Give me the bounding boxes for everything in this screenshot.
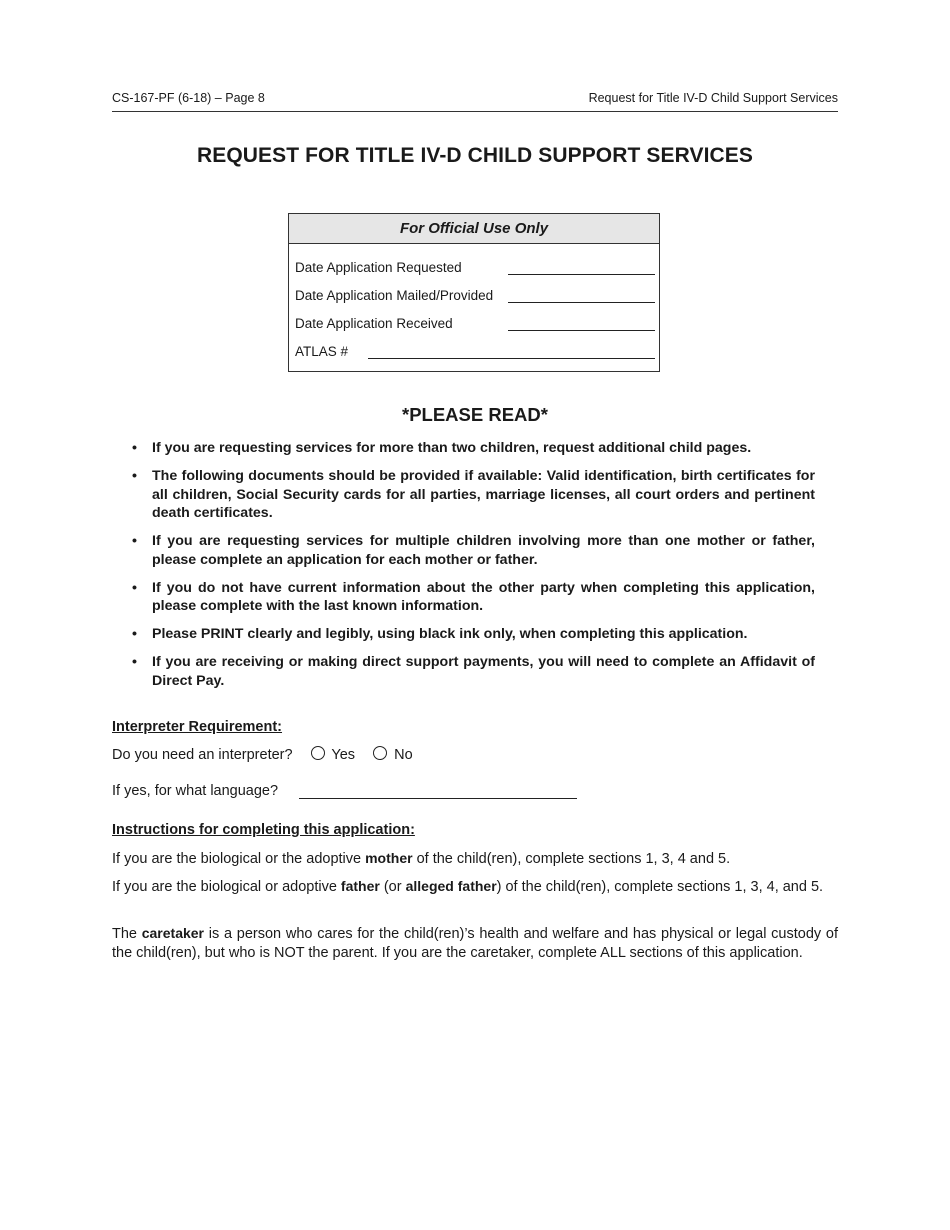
date-received-row — [295, 316, 655, 334]
yes-radio[interactable] — [311, 746, 325, 760]
official-use-box — [288, 213, 660, 372]
list-item: • If you do not have current information about the other party when completing this application, please complete with the last known information. — [132, 579, 815, 614]
date-requested-label: Date Application Requested — [295, 260, 462, 275]
list-item: • If you are receiving or making direct support payments, you will need to complete an Affidavit of Direct Pay. — [132, 654, 815, 689]
interpreter-question-row — [112, 746, 413, 763]
official-use-heading: For Official Use Only — [289, 214, 659, 244]
instructions-mother: If you are the biological or the adoptive mother of the child(ren), complete sections 1, 3, 4 and 5. — [112, 850, 731, 867]
interpreter-heading: Interpreter Requirement: — [112, 719, 283, 735]
instructions-father: If you are the biological or adoptive father (or alleged father) of the child(ren), complete sections 1, 3, 4, and 5. — [112, 878, 824, 895]
page-header — [112, 91, 838, 112]
no-radio[interactable] — [373, 746, 387, 760]
form-number: CS-167-PF (6-18) – Page 8 — [112, 91, 265, 105]
bullet-icon: • — [132, 579, 137, 596]
interpreter-question: Do you need an interpreter? — [112, 747, 293, 763]
language-field[interactable] — [299, 798, 577, 799]
yes-label: Yes — [331, 747, 356, 763]
atlas-field[interactable] — [368, 358, 655, 359]
bullet-icon: • — [132, 468, 137, 484]
date-mailed-label: Date Application Mailed/Provided — [295, 288, 494, 303]
date-mailed-field[interactable] — [508, 302, 655, 303]
header-title: Request for Title IV-D Child Support Services — [588, 91, 838, 105]
bullet-icon: • — [132, 626, 137, 642]
no-option[interactable] — [373, 746, 413, 763]
date-requested-row — [295, 260, 655, 278]
instructions-heading: Instructions for completing this application: — [112, 822, 415, 838]
bullet-icon: • — [132, 440, 137, 456]
language-label: If yes, for what language? — [112, 783, 279, 799]
list-item: • The following documents should be provided if available: Valid identification, birth certificates for all children, Social Security cards for all parties, marriage licenses, all court orders and pertinent death certificates. — [132, 468, 815, 521]
date-mailed-row — [295, 288, 655, 306]
date-requested-field[interactable] — [508, 274, 655, 275]
atlas-row — [295, 344, 655, 362]
date-received-field[interactable] — [508, 330, 655, 331]
bullet-icon: • — [132, 654, 137, 670]
no-label: No — [394, 747, 413, 763]
please-read-list — [132, 439, 815, 700]
date-received-label: Date Application Received — [295, 316, 453, 331]
list-item: • If you are requesting services for multiple children involving more than one mother or father, please complete an application for each mother or father. — [132, 533, 815, 568]
list-item: • If you are requesting services for more than two children, request additional child pages. — [132, 440, 752, 456]
instructions-caretaker: The caretaker is a person who cares for the child(ren)’s health and welfare and has physical or legal custody of the child(ren), but who is NOT the parent. If you are the caretaker, complete ALL sections of this application. — [112, 925, 838, 961]
list-item: • Please PRINT clearly and legibly, using black ink only, when completing this application. — [132, 626, 748, 642]
yes-option[interactable] — [311, 746, 355, 763]
please-read-heading: *PLEASE READ* — [402, 404, 548, 425]
atlas-label: ATLAS # — [295, 344, 349, 359]
bullet-icon: • — [132, 533, 137, 549]
page-title: REQUEST FOR TITLE IV-D CHILD SUPPORT SERVICES — [196, 144, 753, 167]
